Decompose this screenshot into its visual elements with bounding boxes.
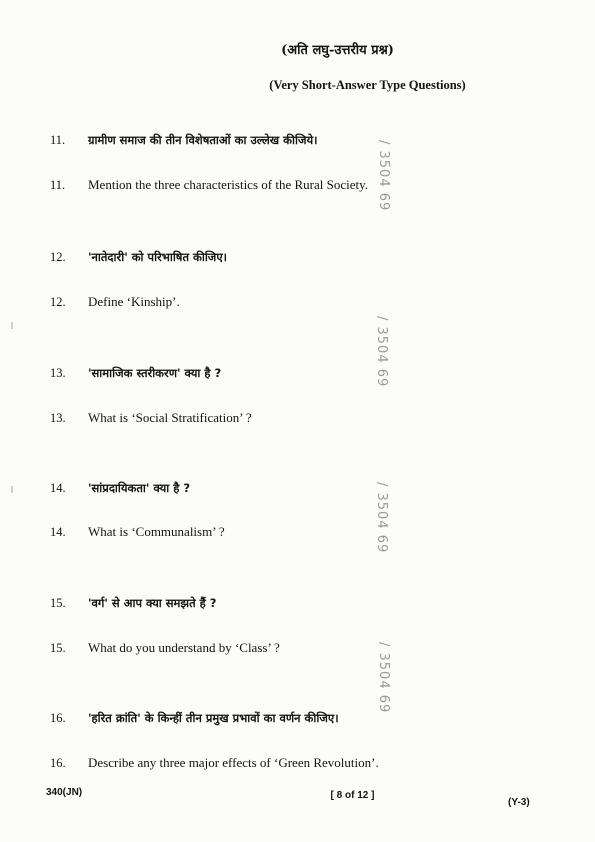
question-15-english: [50, 640, 510, 656]
question-14-english: [50, 524, 510, 540]
question-text: ग्रामीण समाज की तीन विशेषताओं का उल्लेख कीजिये।: [88, 133, 318, 147]
question-text: 'सांप्रदायिकता' क्या है ?: [88, 481, 191, 495]
question-text: What do you understand by ‘Class’ ?: [88, 640, 280, 655]
question-14-hindi: [50, 481, 510, 496]
stamp-number: / 3504 69: [374, 316, 389, 388]
question-number: 12.: [50, 295, 66, 309]
scan-speck: [11, 322, 13, 329]
question-number: 11.: [50, 133, 66, 147]
question-number: 16.: [50, 756, 66, 770]
question-number: 15.: [50, 641, 66, 655]
question-13-hindi: [50, 366, 510, 381]
question-16-english: [50, 755, 510, 771]
set-code: (Y-3): [508, 797, 530, 808]
question-number: 14.: [50, 481, 66, 495]
question-text: Define ‘Kinship’.: [88, 294, 180, 309]
question-12-hindi: [50, 250, 510, 265]
question-text: What is ‘Social Stratification’ ?: [88, 410, 252, 425]
question-number: 13.: [50, 411, 66, 425]
question-number: 13.: [50, 366, 66, 380]
section-heading-hindi: (अति लघु-उत्तरीय प्रश्न): [281, 43, 394, 58]
page-number: [ 8 of 12 ]: [330, 790, 375, 801]
question-11-english: [50, 177, 510, 193]
question-number: 11.: [50, 178, 66, 192]
question-11-hindi: [50, 133, 510, 148]
stamp-number: / 3504 69: [376, 642, 391, 714]
question-text: 'वर्ग' से आप क्या समझते हैं ?: [88, 596, 217, 610]
question-number: 12.: [50, 250, 66, 264]
question-number: 16.: [50, 711, 66, 725]
stamp-number: / 3504 69: [376, 140, 391, 212]
question-text: 'नातेदारी' को परिभाषित कीजिए।: [88, 250, 228, 264]
question-text: 'हरित क्रांति' के किन्हीं तीन प्रमुख प्रभावों का वर्णन कीजिए।: [88, 711, 339, 725]
question-number: 15.: [50, 596, 66, 610]
question-text: Describe any three major effects of ‘Green Revolution’.: [88, 755, 379, 770]
section-heading-english: (Very Short-Answer Type Questions): [269, 78, 466, 92]
scan-speck: [11, 486, 13, 493]
question-text: What is ‘Communalism’ ?: [88, 524, 225, 539]
question-text: Mention the three characteristics of the Rural Society.: [88, 177, 369, 192]
question-16-hindi: [50, 711, 510, 726]
stamp-number: / 3504 69: [374, 482, 389, 554]
question-text: 'सामाजिक स्तरीकरण' क्या है ?: [88, 366, 222, 380]
question-12-english: [50, 294, 510, 310]
paper-code: 340(JN): [46, 787, 83, 798]
question-number: 14.: [50, 525, 66, 539]
question-15-hindi: [50, 596, 510, 611]
question-13-english: [50, 410, 510, 426]
